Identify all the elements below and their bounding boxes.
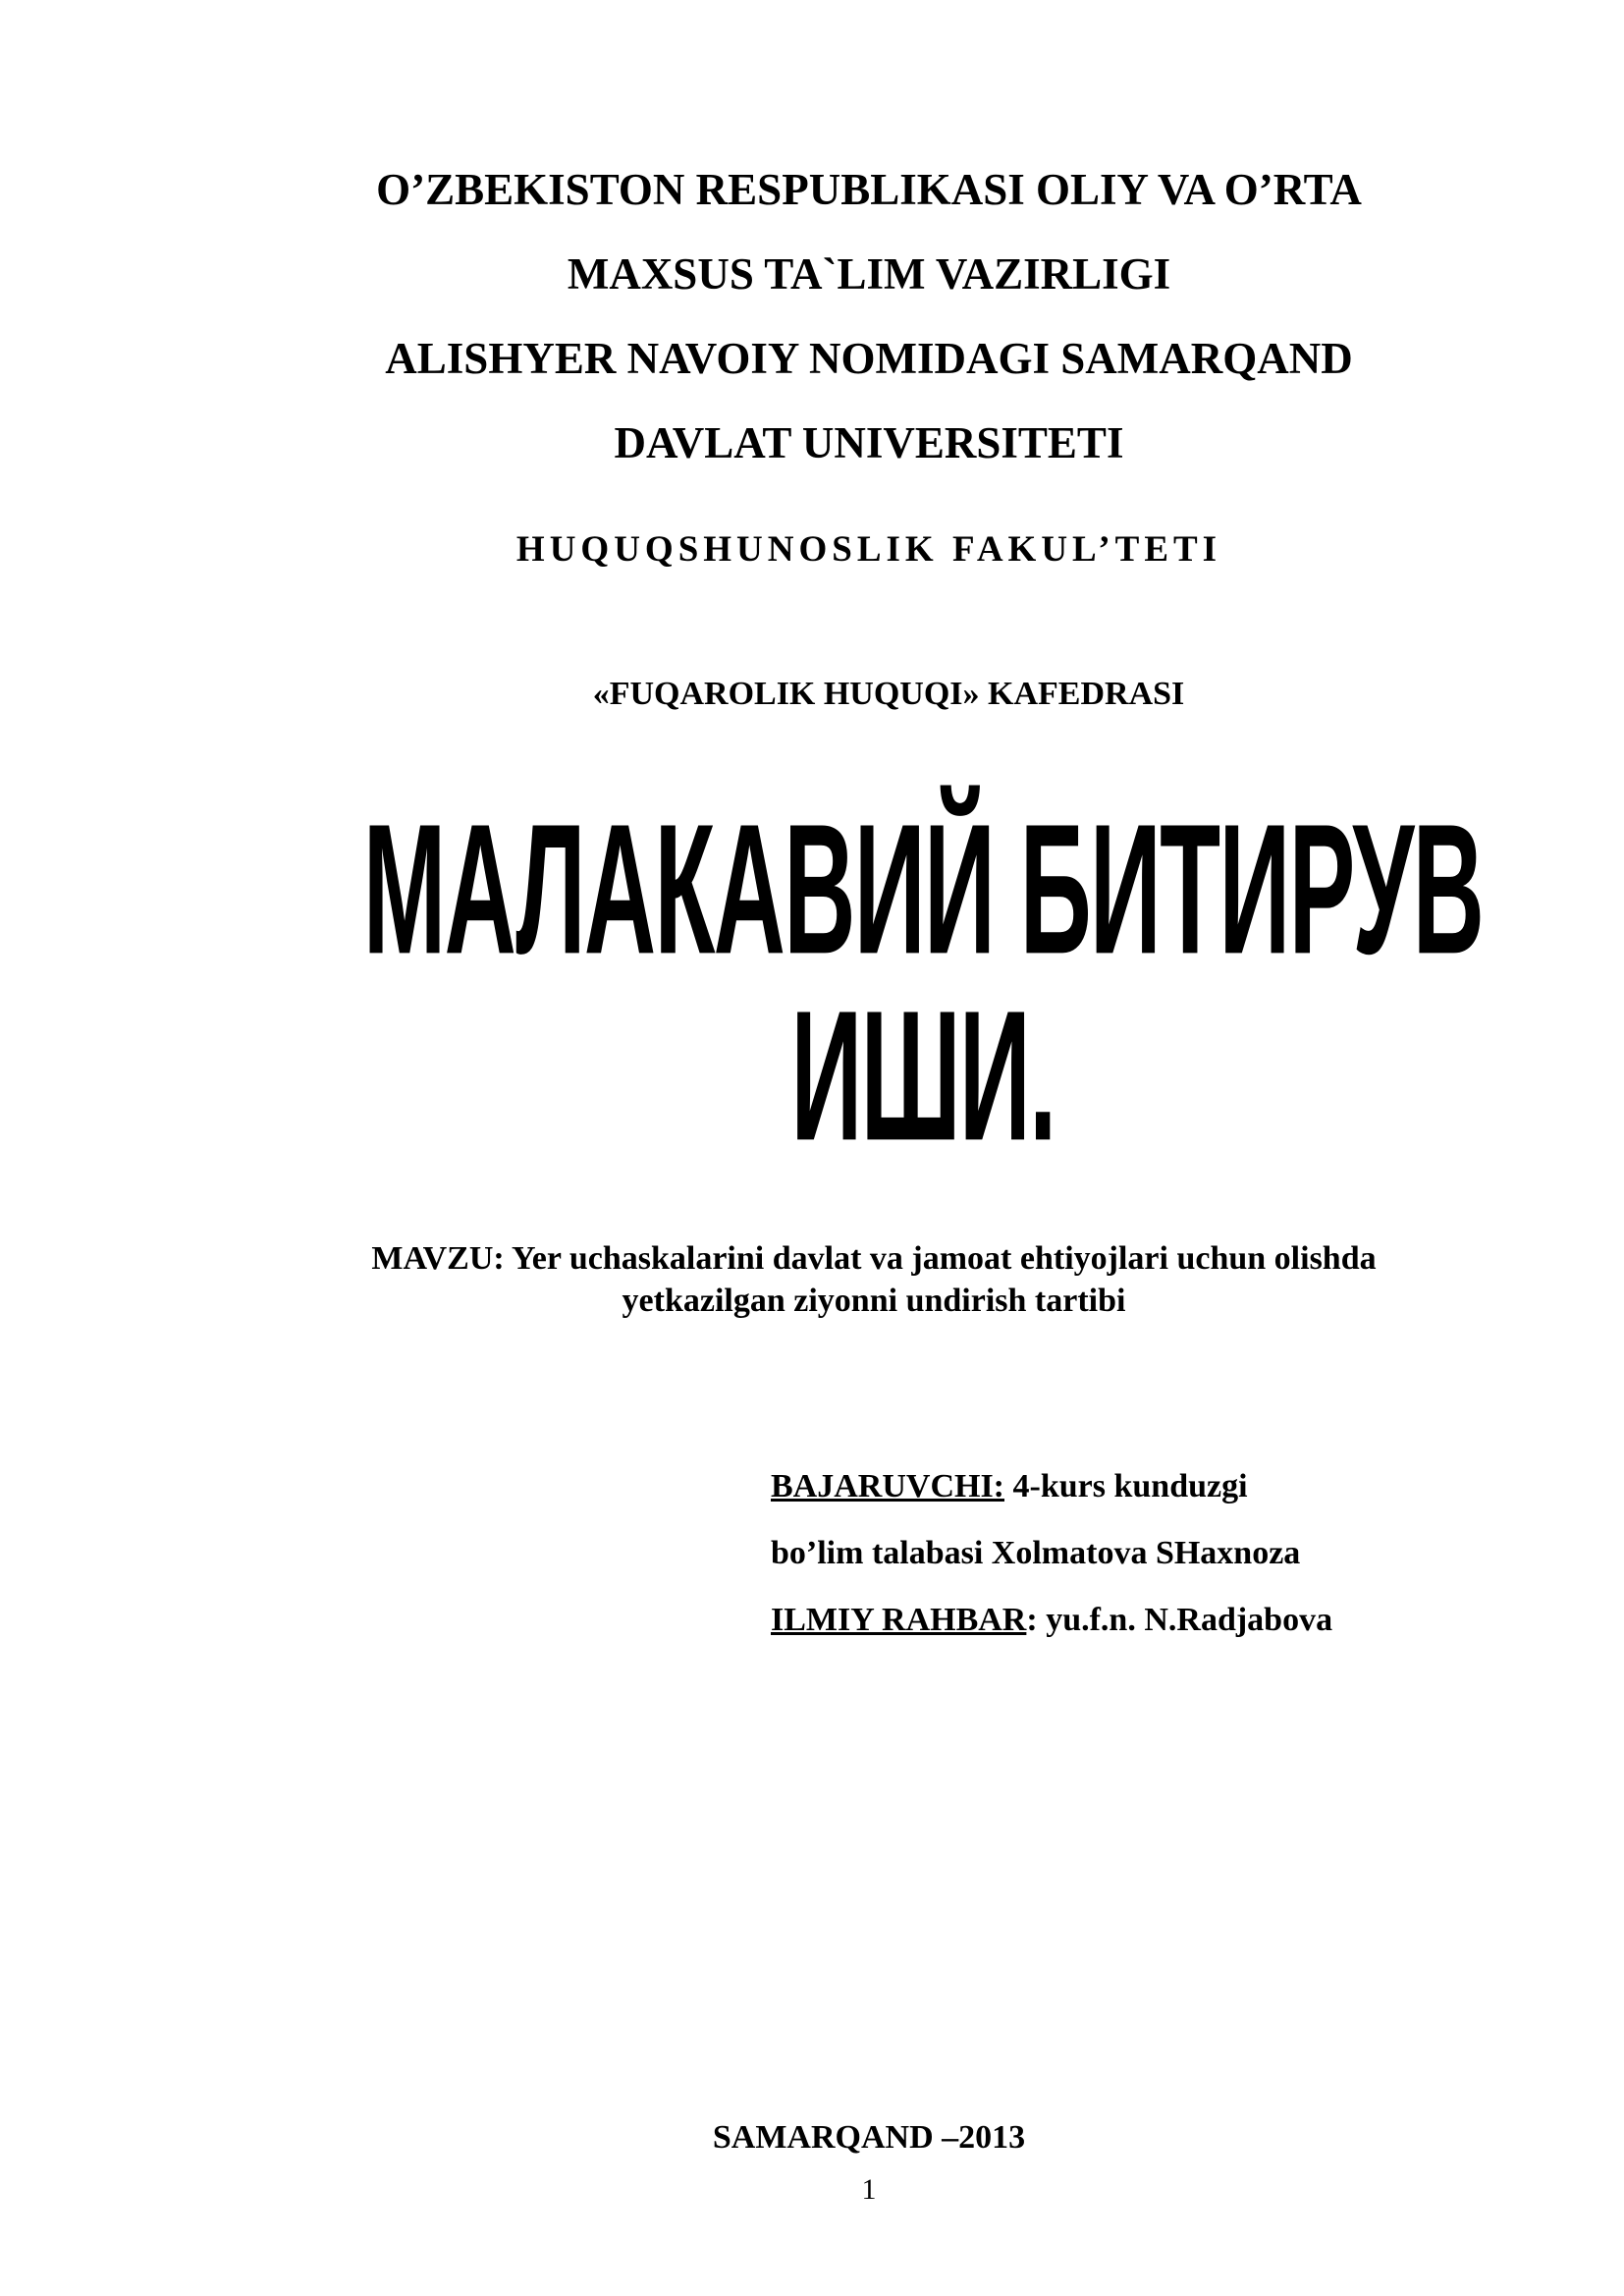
thesis-title — [245, 786, 1600, 1180]
supervisor-line — [771, 1587, 1332, 1654]
topic-text-1: Yer uchaskalarini davlat va jamoat ehtiyojlari uchun olishda — [511, 1240, 1377, 1277]
topic-line-1 — [236, 1237, 1512, 1280]
city-year: SAMARQAND –2013 — [712, 2119, 1026, 2156]
page-number: 1 — [861, 2173, 877, 2206]
ministry-line-3: ALISHYER NAVOIY NOMIDAGI SAMARQAND — [385, 334, 1353, 383]
performer-line — [771, 1453, 1332, 1520]
faculty-name: HUQUQSHUNOSLIK FAKUL’TETI — [515, 529, 1222, 570]
performer-line-2: bo’lim talabasi Xolmatova SHaxnoza — [771, 1535, 1301, 1571]
ministry-header — [0, 147, 1624, 485]
topic-line-2: yetkazilgan ziyonni undirish tartibi — [622, 1283, 1126, 1319]
supervisor-text: : yu.f.n. N.Radjabova — [1026, 1602, 1333, 1638]
thesis-title-line-1: МАЛАКАВИЙ БИТИРУВ — [362, 786, 1484, 994]
author-block — [771, 1453, 1332, 1654]
performer-text: 4-kurs kunduzgi — [1012, 1468, 1248, 1504]
department-name: «FUQAROLIK HUQUQI» KAFEDRASI — [592, 676, 1185, 712]
ministry-line-1: O’ZBEKISTON RESPUBLIKASI OLIY VA O’RTA — [376, 165, 1362, 214]
topic-block — [236, 1237, 1512, 1322]
thesis-title-line-2: ИШИ. — [790, 972, 1056, 1180]
topic-label: MAVZU: — [371, 1240, 505, 1277]
ministry-line-2: MAXSUS TA`LIM VAZIRLIGI — [567, 249, 1171, 299]
ministry-line-4: DAVLAT UNIVERSITETI — [614, 418, 1124, 467]
supervisor-label: ILMIY RAHBAR — [771, 1602, 1027, 1638]
performer-label: BAJARUVCHI: — [771, 1468, 1004, 1504]
